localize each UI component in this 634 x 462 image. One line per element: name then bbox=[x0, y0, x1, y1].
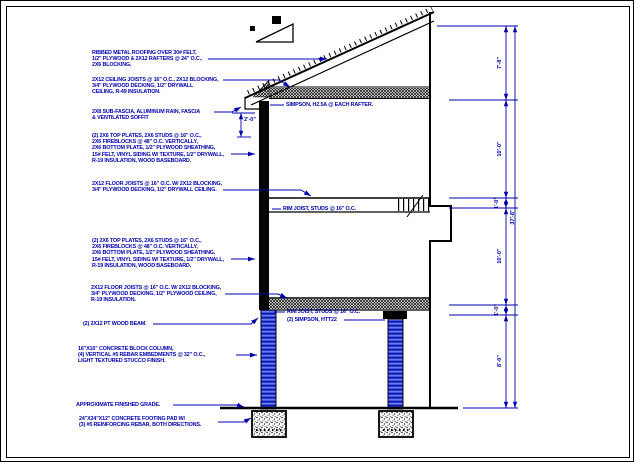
note-lower-wall-assembly bbox=[92, 238, 224, 269]
fascia-soffit bbox=[245, 97, 260, 109]
beam-connector-cap bbox=[383, 311, 407, 319]
callout-rim-joist-lower: RIM JOIST, STUDS @ 16" O.C. bbox=[287, 309, 360, 315]
note-line: R-19 INSULATION, WOOD BASEBOARD. bbox=[92, 262, 192, 269]
note-line: 2X6 BLOCKING. bbox=[92, 62, 132, 69]
note-line: 2X12 FLOOR JOISTS @ 16" O.C. W/ 2X12 BLOCKING, bbox=[91, 285, 222, 291]
note-line: R-19 INSULATION. bbox=[91, 297, 136, 304]
dim-overall: 37'-8" bbox=[510, 209, 516, 225]
concrete-footings bbox=[252, 411, 413, 437]
right-dimension-chain bbox=[437, 26, 518, 408]
note-line: 1/2" PLYWOOD & 2X12 RAFTERS @ 24" O.C., bbox=[92, 56, 203, 63]
note-pt-wood-beam bbox=[83, 321, 147, 327]
note-second-floor-joists bbox=[92, 181, 222, 193]
note-line: 15# FELT, VINYL SIDING W/ TEXTURE, 1/2" DRYWALL, bbox=[92, 151, 224, 158]
floor-insulation-hatch bbox=[269, 299, 430, 309]
dim-segment-5: 1'-0" bbox=[494, 303, 500, 317]
note-first-floor-joists bbox=[91, 285, 221, 304]
note-line: & VENTILATED SOFFIT bbox=[92, 115, 149, 122]
note-line: (2) 2X6 TOP PLATES, 2X6 STUDS @ 16" O.C., bbox=[92, 238, 202, 244]
exterior-wall bbox=[259, 101, 269, 310]
callout-rim-joist-upper: RIM JOIST, STUDS @ 16" O.C. bbox=[283, 206, 356, 212]
dim-eave-overhang: 2'-0" bbox=[244, 117, 257, 123]
note-roof-assembly bbox=[92, 50, 202, 69]
attic-ceiling-assembly bbox=[269, 87, 430, 99]
note-line: 2X12 CEILING JOISTS @ 16" O.C., 2X12 BLOCKING, bbox=[92, 77, 219, 83]
note-subfascia-soffit bbox=[92, 109, 200, 121]
note-concrete-block-column bbox=[78, 346, 205, 365]
note-line: RIBBED METAL ROOFING OVER 30# FELT, bbox=[92, 50, 197, 56]
note-finished-grade bbox=[76, 402, 160, 408]
note-line: (4) VERTICAL #5 REBAR EMBEDMENTS @ 32" O.C., bbox=[78, 352, 206, 359]
callout-simpson-connector: (2) SIMPSON, HTT22 bbox=[287, 317, 337, 323]
dim-segment-2: 10'-0" bbox=[497, 141, 503, 157]
note-line: (2) 2X6 TOP PLATES, 2X6 STUDS @ 16" O.C., bbox=[92, 133, 202, 139]
note-line: 16"X16" CONCRETE BLOCK COLUMN, bbox=[78, 346, 174, 352]
section-linework bbox=[1, 1, 634, 462]
note-line: (3) #5 REINFORCING REBAR, BOTH DIRECTIONS. bbox=[79, 422, 202, 429]
ceiling-insulation-hatch bbox=[269, 88, 430, 98]
note-line: APPROXIMATE FINISHED GRADE. bbox=[76, 402, 161, 408]
note-line: 24"X24"X12" CONCRETE FOOTING PAD W/ bbox=[79, 416, 185, 422]
block-columns bbox=[261, 310, 403, 409]
note-line: 3/4" PLYWOOD DECKING, 1/2" DRYWALL CEILING. bbox=[92, 187, 217, 194]
dim-segment-6: 8'-0" bbox=[497, 354, 503, 368]
dim-segment-3: 1'-0" bbox=[494, 196, 500, 210]
note-line: 3/4" PLYWOOD DECKING, 1/2" PLYWOOD CEILING, bbox=[91, 291, 217, 298]
note-line: 3/4" PLYWOOD DECKING, 1/2" DRYWALL bbox=[92, 83, 194, 90]
dim-segment-4: 10'-0" bbox=[497, 248, 503, 264]
note-line: CEILING, R-49 INSULATION. bbox=[92, 89, 161, 96]
note-ceiling-joists bbox=[92, 77, 218, 96]
note-concrete-footing bbox=[79, 416, 201, 428]
note-line: 2X6 BOTTOM PLATE, 1/2" PLYWOOD SHEATHING, bbox=[92, 145, 216, 152]
note-line: 2X6 FIREBLOCKS @ 48" O.C. VERTICALLY, bbox=[92, 244, 198, 251]
eave-insulation-hatch bbox=[253, 80, 269, 97]
note-line: 15# FELT, VINYL SIDING W/ TEXTURE, 1/2" DRYWALL, bbox=[92, 256, 224, 263]
note-line: LIGHT TEXTURED STUCCO FINISH. bbox=[78, 358, 166, 365]
note-line: 2X6 BOTTOM PLATE, 1/2" PLYWOOD SHEATHING, bbox=[92, 250, 216, 257]
note-line: 2X12 FLOOR JOISTS @ 16" O.C. W/ 2X12 BLOCKING, bbox=[92, 181, 223, 187]
note-line: (2) 2X12 PT WOOD BEAM. bbox=[83, 321, 147, 327]
roof-pitch-symbol bbox=[250, 16, 293, 42]
section-cut-line bbox=[430, 12, 451, 408]
dim-segment-1: 7'-8" bbox=[497, 56, 503, 70]
note-line: R-19 INSULATION, WOOD BASEBOARD. bbox=[92, 157, 192, 164]
note-line: 2X6 FIREBLOCKS @ 48" O.C. VERTICALLY, bbox=[92, 139, 198, 146]
callout-rafter-connector: SIMPSON, H2.5A @ EACH RAFTER. bbox=[286, 102, 373, 108]
note-upper-wall-assembly bbox=[92, 133, 224, 164]
note-line: 2X8 SUB-FASCIA, ALUMINUM RAIN, FASCIA bbox=[92, 109, 201, 115]
